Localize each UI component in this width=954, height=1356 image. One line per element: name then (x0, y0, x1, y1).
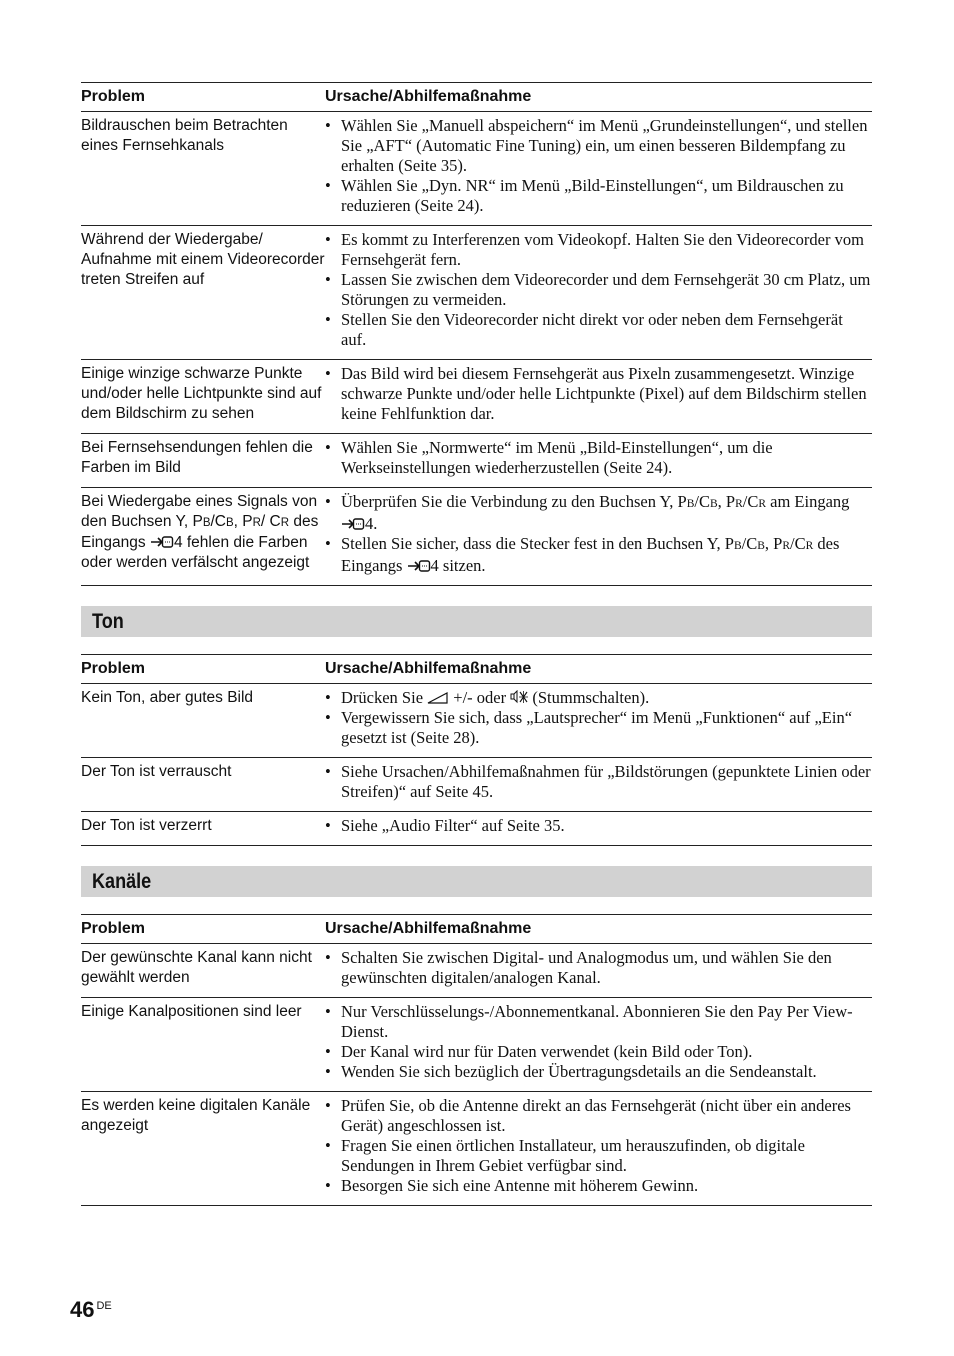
solution-item: • Stellen Sie den Videorecorder nicht direkt vor oder neben dem Fernsehgerät auf. (325, 310, 872, 350)
solution-cell (325, 1092, 872, 1206)
table-row (81, 434, 872, 488)
solution-list (325, 230, 872, 350)
page-footer (70, 1297, 112, 1323)
mute-icon (510, 690, 528, 704)
solution-list (325, 1096, 872, 1196)
solution-text: am Eingang (766, 492, 850, 511)
solution-list (325, 364, 872, 424)
solution-cell (325, 998, 872, 1092)
solution-item: • Wenden Sie sich bezüglich der Übertragungsdetails an die Sendeanstalt. (325, 1062, 872, 1082)
solution-item: • Prüfen Sie, ob die Antenne direkt an das Fernsehgerät (nicht über ein anderes Gerät) angeschlossen ist. (325, 1096, 872, 1136)
page-content (81, 82, 872, 1206)
solution-item: • Schalten Sie zwischen Digital- und Analogmodus um, und wählen Sie den gewünschten digitalen/analogen Kanal. (325, 948, 872, 988)
sound-troubleshooting-table (81, 654, 872, 846)
problem-cell: Einige Kanalpositionen sind leer (81, 998, 325, 1092)
solution-cell (325, 812, 872, 846)
solution-cell (325, 684, 872, 758)
problem-cell: Der Ton ist verrauscht (81, 758, 325, 812)
solution-text: 4 sitzen. (430, 556, 486, 575)
solution-item: • Wählen Sie „Manuell abspeichern“ im Menü „Grundeinstellungen“, und stellen Sie „AFT“ (Automatic Fine Tuning) ein, um einen besseren Bildempfang zu erhalten (Seite 35). (325, 116, 872, 176)
solution-item: • Fragen Sie einen örtlichen Installateur, um herauszufinden, ob digitale Sendungen in Ihrem Gebiet verfügbar sind. (325, 1136, 872, 1176)
problem-cell: Es werden keine digitalen Kanäle angezeigt (81, 1092, 325, 1206)
subscript-r: R (758, 498, 766, 510)
subscript-b: B (757, 540, 765, 552)
solution-text: , P (717, 492, 736, 511)
subscript-b: B (733, 540, 742, 552)
problem-text: des Eingangs (81, 513, 319, 551)
subscript-r: R (280, 517, 290, 529)
subscript-b: B (225, 517, 234, 529)
table-header-row (81, 83, 872, 112)
solution-item: • Es kommt zu Interferenzen vom Videokopf. Halten Sie den Videorecorder vom Fernsehgerät fern. (325, 230, 872, 270)
input-icon (150, 535, 174, 549)
picture-troubleshooting-table (81, 82, 872, 586)
table1-body (81, 112, 872, 488)
section-heading-ton (81, 606, 872, 637)
table-row (81, 944, 872, 998)
table-row (81, 758, 872, 812)
solution-item (325, 492, 872, 534)
solution-item: • Der Kanal wird nur für Daten verwendet (kein Bild oder Ton). (325, 1042, 872, 1062)
solution-list (325, 762, 872, 802)
solution-text: /C (694, 492, 710, 511)
problem-column-header: Problem (81, 915, 325, 944)
problem-text: /C (210, 513, 226, 530)
table2-body (81, 758, 872, 846)
solution-item: • Vergewissern Sie sich, dass „Lautsprecher“ im Menü „Funktionen“ auf „Ein“ gesetzt ist (Seite 28). (325, 708, 872, 748)
solution-item (325, 688, 872, 708)
solution-cell (325, 112, 872, 226)
problem-text: Bei Wiedergabe eines Signals von den Buchsen Y, P (81, 493, 318, 530)
problem-column-header: Problem (81, 655, 325, 684)
subscript-r: R (805, 540, 814, 552)
input-icon (341, 517, 365, 531)
solution-item: • Wählen Sie „Normwerte“ im Menü „Bild-Einstellungen“, um die Werkseinstellungen wiederherzustellen (Seite 24). (325, 438, 872, 478)
table-row (81, 684, 872, 758)
solution-item: • Siehe „Audio Filter“ auf Seite 35. (325, 816, 872, 836)
subscript-r: R (735, 498, 743, 510)
solution-list (325, 948, 872, 988)
table-row (81, 360, 872, 434)
subscript-r: R (252, 517, 261, 529)
solution-text: 4. (365, 514, 378, 533)
solution-list (325, 116, 872, 216)
solution-cell (325, 434, 872, 488)
solution-cell (325, 944, 872, 998)
solution-text: Drücken Sie (341, 688, 428, 707)
solution-text: /C (790, 534, 806, 553)
cause-column-header: Ursache/Abhilfemaßnahme (325, 915, 872, 944)
problem-cell: Der Ton ist verzerrt (81, 812, 325, 846)
table-row (81, 812, 872, 846)
solution-text: , P (764, 534, 783, 553)
solution-item: • Nur Verschlüsselungs-/Abonnementkanal. Abonnieren Sie den Pay Per View-Dienst. (325, 1002, 872, 1042)
section-title: Ton (92, 610, 124, 633)
table-row (81, 112, 872, 226)
problem-text: , P (233, 513, 253, 530)
table-header-row (81, 655, 872, 684)
language-code: DE (96, 1300, 112, 1312)
table-header-row (81, 915, 872, 944)
problem-cell (81, 488, 325, 586)
problem-cell: Einige winzige schwarze Punkte und/oder helle Lichtpunkte sind auf dem Bildschirm zu sehen (81, 360, 325, 434)
subscript-b: B (686, 498, 695, 510)
solution-text: Stellen Sie sicher, dass die Stecker fest in den Buchsen Y, P (341, 534, 734, 553)
section-heading-kanaele (81, 866, 872, 897)
solution-text: +/- oder (449, 688, 511, 707)
solution-text: (Stummschalten). (528, 688, 650, 707)
subscript-r: R (782, 540, 791, 552)
problem-text: 4 fehlen die Farben oder werden verfälscht angezeigt (81, 534, 310, 571)
solution-cell (325, 758, 872, 812)
volume-icon (427, 692, 449, 704)
channels-troubleshooting-table (81, 914, 872, 1206)
solution-cell (325, 226, 872, 360)
solution-list (325, 438, 872, 478)
input-icon (407, 559, 431, 573)
problem-cell: Kein Ton, aber gutes Bild (81, 684, 325, 758)
subscript-b: B (709, 498, 718, 510)
solution-item: • Lassen Sie zwischen dem Videorecorder und dem Fernsehgerät 30 cm Platz, um Störungen zu vermeiden. (325, 270, 872, 310)
problem-text: / C (260, 513, 281, 530)
subscript-b: B (202, 517, 211, 529)
solution-item: • Das Bild wird bei diesem Fernsehgerät aus Pixeln zusammengesetzt. Winzige schwarze Punkte und/oder helle Lichtpunkte (Pixel) auf dem Bildschirm stellen keine Fehlfunktion dar. (325, 364, 872, 424)
solution-text: /C (742, 492, 759, 511)
problem-cell: Der gewünschte Kanal kann nicht gewählt werden (81, 944, 325, 998)
problem-cell: Bildrauschen beim Betrachten eines Fernsehkanals (81, 112, 325, 226)
solution-item: • Siehe Ursachen/Abhilfemaßnahmen für „Bildstörungen (gepunktete Linien oder Streifen)“ auf Seite 45. (325, 762, 872, 802)
table-row (81, 488, 872, 586)
cause-column-header: Ursache/Abhilfemaßnahme (325, 83, 872, 112)
solution-item (325, 534, 872, 576)
problem-cell: Während der Wiedergabe/ Aufnahme mit einem Videorecorder treten Streifen auf (81, 226, 325, 360)
table-row (81, 1092, 872, 1206)
solution-cell (325, 488, 872, 586)
problem-column-header: Problem (81, 83, 325, 112)
table3-body (81, 944, 872, 1206)
solution-text: Überprüfen Sie die Verbindung zu den Buchsen Y, P (341, 492, 687, 511)
solution-list (325, 688, 872, 748)
table-row (81, 998, 872, 1092)
solution-list (325, 492, 872, 576)
solution-list (325, 816, 872, 836)
solution-list (325, 1002, 872, 1082)
cause-column-header: Ursache/Abhilfemaßnahme (325, 655, 872, 684)
section-title: Kanäle (92, 870, 152, 893)
solution-text: des Eingangs (341, 534, 840, 575)
solution-item: • Besorgen Sie sich eine Antenne mit höherem Gewinn. (325, 1176, 872, 1196)
table-row (81, 226, 872, 360)
solution-text: /C (741, 534, 758, 553)
problem-cell: Bei Fernsehsendungen fehlen die Farben im Bild (81, 434, 325, 488)
solution-cell (325, 360, 872, 434)
page-number: 46 (70, 1297, 95, 1322)
solution-item: • Wählen Sie „Dyn. NR“ im Menü „Bild-Einstellungen“, um Bildrauschen zu reduzieren (Seite 24). (325, 176, 872, 216)
